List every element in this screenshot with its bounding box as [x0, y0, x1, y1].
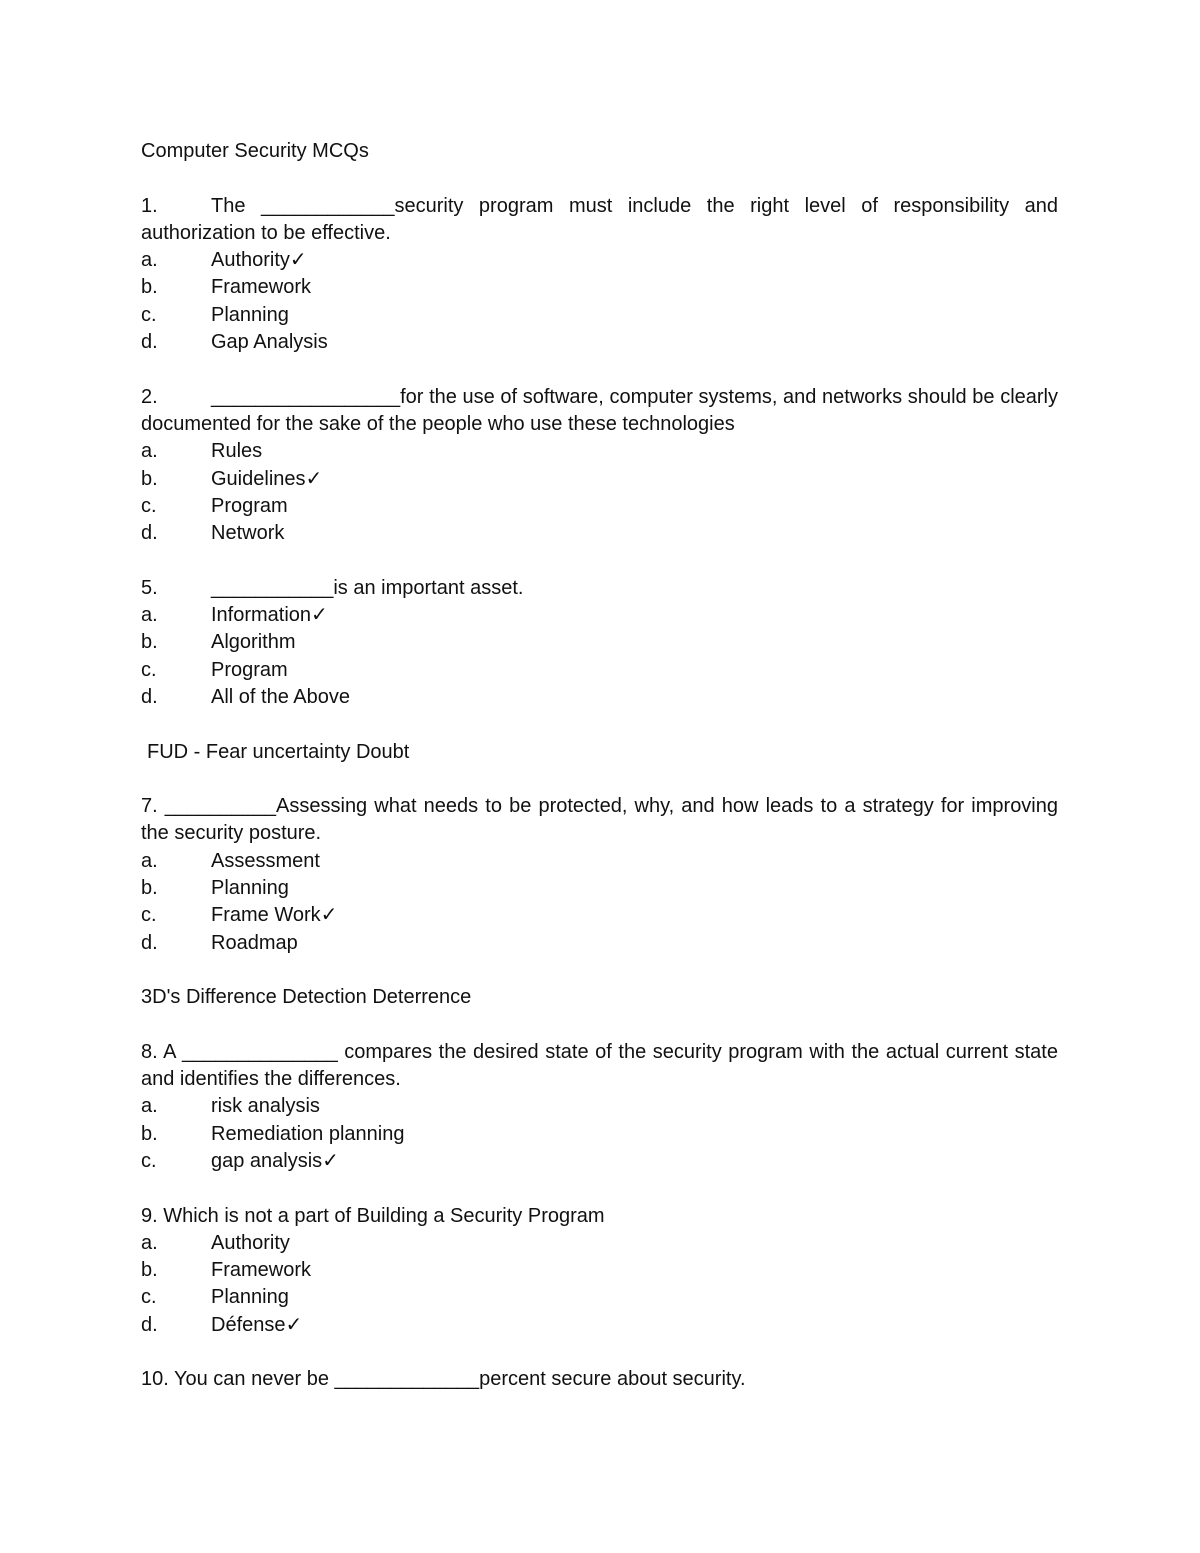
option-7d [141, 930, 1058, 957]
option-text: All of the Above [211, 685, 350, 708]
option-text: Information✓ [211, 604, 328, 627]
option-letter: d. [141, 1313, 158, 1336]
option-1a [141, 247, 1058, 274]
option-text: Authority [211, 1231, 290, 1254]
question-7 [141, 793, 1058, 957]
option-letter: c. [141, 904, 157, 927]
option-2a [141, 438, 1058, 465]
option-letter: c. [141, 658, 157, 681]
option-text: Algorithm [211, 631, 296, 654]
option-7b [141, 875, 1058, 902]
option-letter: c. [141, 1286, 157, 1309]
option-9b [141, 1257, 1058, 1284]
option-letter: b. [141, 467, 158, 490]
option-text: Framework [211, 1259, 312, 1282]
document-title: Computer Security MCQs [141, 140, 369, 162]
option-text: Program [211, 494, 288, 517]
option-text: Framework [211, 276, 312, 299]
question-2-number: 2. [141, 385, 158, 408]
question-5-number: 5. [141, 576, 158, 599]
question-1-number: 1. [141, 194, 158, 217]
option-9c [141, 1284, 1058, 1311]
option-text: Planning [211, 877, 289, 900]
question-5 [141, 575, 1058, 711]
option-1c [141, 302, 1058, 329]
option-letter: c. [141, 303, 157, 326]
option-8c [141, 1148, 1058, 1175]
option-text: gap analysis✓ [211, 1149, 339, 1172]
option-9a [141, 1230, 1058, 1257]
option-5b [141, 629, 1058, 656]
option-5c [141, 657, 1058, 684]
option-1b [141, 274, 1058, 301]
question-2 [141, 384, 1058, 548]
option-text: Planning [211, 1286, 289, 1309]
option-5d [141, 684, 1058, 711]
option-text: risk analysis [211, 1095, 320, 1118]
question-1-text [141, 193, 1058, 248]
option-text: Guidelines✓ [211, 467, 323, 490]
option-letter: a. [141, 440, 158, 463]
option-text: Gap Analysis [211, 331, 328, 354]
option-text: Program [211, 658, 288, 681]
question-7-text: 7. __________Assessing what needs to be protected, why, and how leads to a strategy for improving the security posture. [141, 795, 1058, 845]
option-letter: d. [141, 931, 158, 954]
option-8a [141, 1093, 1058, 1120]
option-text: Network [211, 522, 285, 545]
option-7a [141, 848, 1058, 875]
note-fud: FUD - Fear uncertainty Doubt [147, 740, 410, 763]
question-5-stem: ___________is an important asset. [211, 576, 524, 599]
option-letter: d. [141, 685, 158, 708]
document-page [141, 138, 1058, 1394]
question-8-text: 8. A ______________ compares the desired state of the security program with the actual current state and identifies the differences. [141, 1040, 1058, 1091]
option-letter: a. [141, 1095, 158, 1118]
question-1 [141, 193, 1058, 357]
option-2c [141, 493, 1058, 520]
question-8 [141, 1039, 1058, 1175]
option-text: Frame Work✓ [211, 904, 338, 927]
question-5-text [141, 575, 1058, 602]
option-letter: b. [141, 877, 158, 900]
option-letter: a. [141, 1231, 158, 1254]
option-text: Planning [211, 303, 289, 326]
option-9d [141, 1312, 1058, 1339]
option-7c [141, 902, 1058, 929]
question-1-stem: The ____________security program must include the right level of responsibility and authorization to be effective. [141, 194, 1058, 244]
option-letter: b. [141, 631, 158, 654]
question-2-text [141, 384, 1058, 439]
question-9-text: 9. Which is not a part of Building a Security Program [141, 1204, 605, 1227]
option-text: Remediation planning [211, 1122, 405, 1145]
question-10 [141, 1366, 1058, 1393]
option-letter: c. [141, 1149, 157, 1172]
option-letter: b. [141, 1259, 158, 1282]
question-2-stem: _________________for the use of software, computer systems, and networks should be clearly documented for the sake of the people who use these technologies [141, 385, 1058, 435]
option-letter: d. [141, 331, 158, 354]
option-text: Roadmap [211, 931, 298, 954]
option-text: Authority✓ [211, 249, 307, 272]
option-text: Défense✓ [211, 1313, 303, 1336]
option-letter: a. [141, 849, 158, 872]
option-text: Rules [211, 440, 263, 463]
option-letter: a. [141, 249, 158, 272]
option-letter: c. [141, 494, 157, 517]
option-letter: b. [141, 1122, 158, 1145]
note-3ds: 3D's Difference Detection Deterrence [141, 986, 472, 1009]
question-10-text: 10. You can never be _____________percent secure about security. [141, 1368, 746, 1391]
question-9 [141, 1203, 1058, 1339]
option-text: Assessment [211, 849, 320, 872]
option-2b [141, 466, 1058, 493]
option-letter: a. [141, 604, 158, 627]
option-letter: b. [141, 276, 158, 299]
option-2d [141, 520, 1058, 547]
option-letter: d. [141, 522, 158, 545]
option-5a [141, 602, 1058, 629]
option-1d [141, 329, 1058, 356]
option-8b [141, 1121, 1058, 1148]
